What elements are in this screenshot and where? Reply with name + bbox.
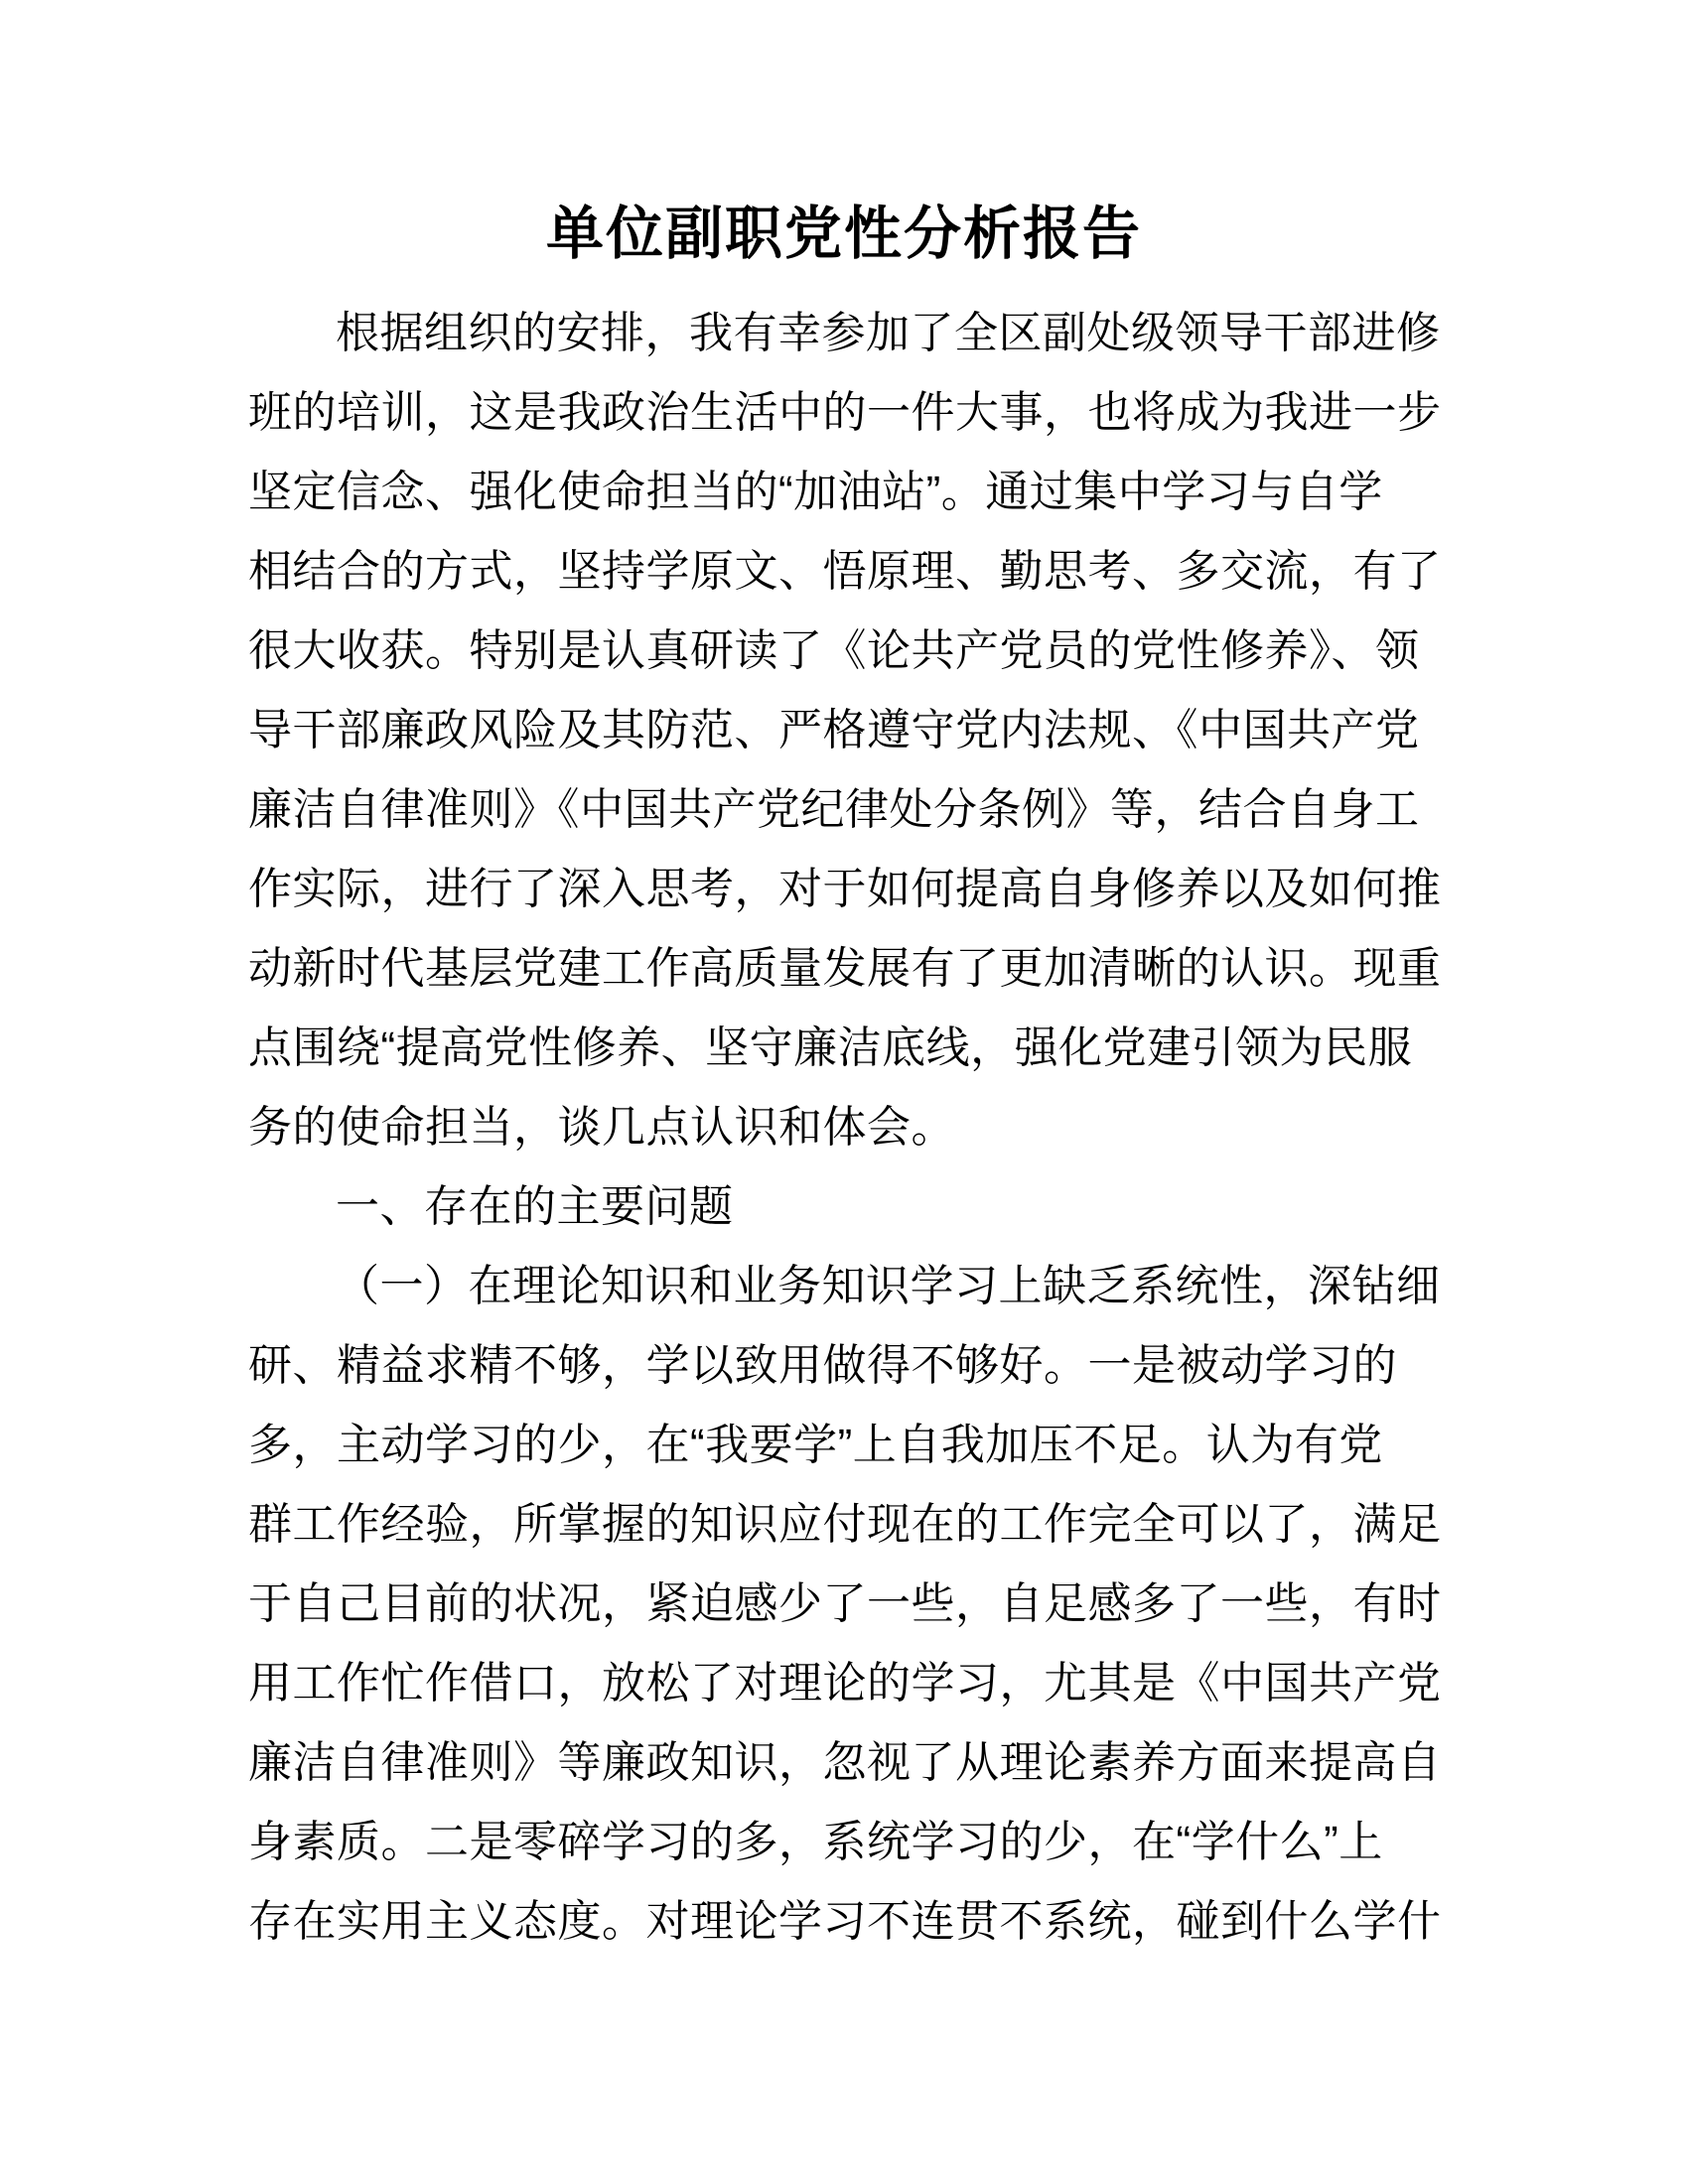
text-line: 存在实用主义态度。对理论学习不连贯不系统，碰到什么学什 xyxy=(248,1897,1442,1946)
document-title: 单位副职党性分析报告 xyxy=(545,202,1142,266)
text-line: 身素质。二是零碎学习的多，系统学习的少，在“学什么”上 xyxy=(248,1818,1383,1866)
text-line: 多，主动学习的少，在“我要学”上自我加压不足。认为有党 xyxy=(248,1421,1383,1469)
text-line: 点围绕“提高党性修养、坚守廉洁底线，强化党建引领为民服 xyxy=(248,1024,1413,1072)
text-line: 相结合的方式，坚持学原文、悟原理、勤思考、多交流，有了 xyxy=(248,547,1442,596)
text-line: 作实际，进行了深入思考，对于如何提高自身修养以及如何推 xyxy=(248,865,1442,913)
text-line: 研、精益求精不够，学以致用做得不够好。一是被动学习的 xyxy=(248,1341,1397,1390)
paragraph xyxy=(248,1247,1440,1962)
text-line: 廉洁自律准则》《中国共产党纪律处分条例》等，结合自身工 xyxy=(248,785,1420,834)
text-line: 务的使命担当，谈几点认识和体会。 xyxy=(248,1103,955,1152)
document-body xyxy=(248,294,1440,1962)
text-line: 廉洁自律准则》等廉政知识，忽视了从理论素养方面来提高自 xyxy=(248,1738,1442,1787)
text-line: 群工作经验，所掌握的知识应付现在的工作完全可以了，满足 xyxy=(248,1500,1442,1549)
text-line: 坚定信念、强化使命担当的“加油站”。通过集中学习与自学 xyxy=(248,468,1383,516)
text-line: 于自己目前的状况，紧迫感少了一些，自足感多了一些，有时 xyxy=(248,1579,1442,1628)
paragraph xyxy=(248,294,1440,1167)
text-line: 根据组织的安排，我有幸参加了全区副处级领导干部进修 xyxy=(336,309,1441,357)
text-line: 用工作忙作借口，放松了对理论的学习，尤其是《中国共产党 xyxy=(248,1659,1442,1707)
text-line: 班的培训，这是我政治生活中的一件大事，也将成为我进一步 xyxy=(248,388,1442,437)
text-line: 一、存在的主要问题 xyxy=(336,1182,734,1231)
text-line: 很大收获。特别是认真研读了《论共产党员的党性修养》、领 xyxy=(248,626,1420,675)
text-line: （一）在理论知识和业务知识学习上缺乏系统性，深钻细 xyxy=(336,1262,1441,1310)
text-line: 动新时代基层党建工作高质量发展有了更加清晰的认识。现重 xyxy=(248,944,1442,993)
text-line: 导干部廉政风险及其防范、严格遵守党内法规、《中国共产党 xyxy=(248,706,1420,754)
section-heading xyxy=(248,1167,1440,1247)
